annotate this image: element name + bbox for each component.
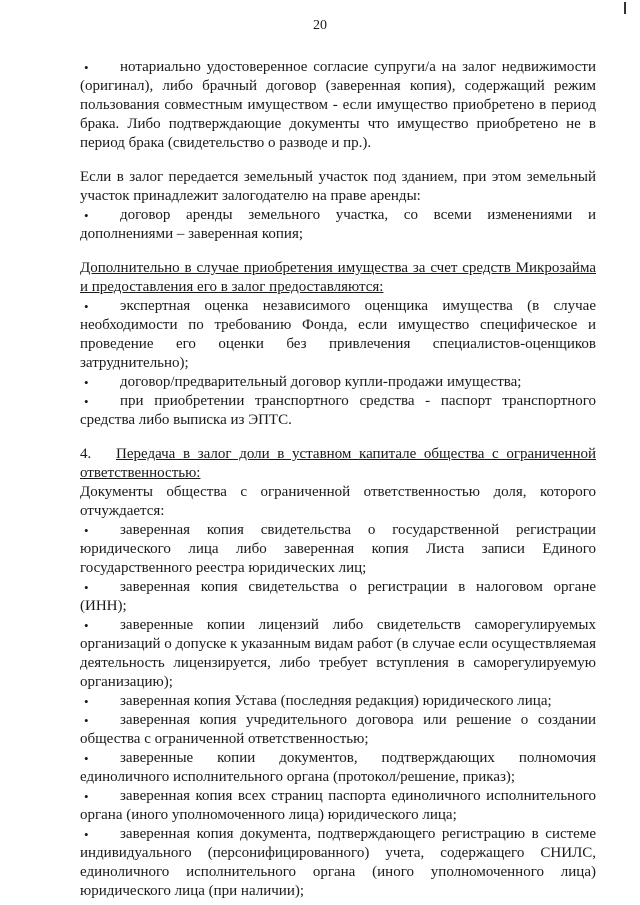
bullet-icon: • — [84, 827, 89, 842]
bullet-icon: • — [84, 618, 89, 633]
bullet-icon: • — [84, 60, 89, 75]
list-item-text: заверенные копии лицензий либо свидетельств саморегулируемых организаций о допуске к указанным видам работ (в случае если осуществляемая деятельность лицензируется, либо требует вступления в саморегулируемую организацию); — [80, 617, 596, 690]
list-item-text: нотариально удостоверенное согласие супруги/а на залог недвижимости (оригинал), либо брачный договор (заверенная копия), содержащий режим пользования совместным имуществом - если имущество приобретено в период брака. Либо подтверждающие документы что имущество приобретено не в период брака (свидетельство о разводе и пр.). — [80, 59, 596, 151]
bullet-icon: • — [84, 751, 89, 766]
bullet-icon: • — [84, 523, 89, 538]
list-item-text: заверенная копия всех страниц паспорта единоличного исполнительного органа (иного уполномоченного лица) юридического лица; — [80, 788, 596, 823]
list-item-text: заверенная копия свидетельства о государственной регистрации юридического лица либо заверенная копия Листа записи Единого государственного реестра юридических лиц; — [80, 522, 596, 576]
list-item — [80, 787, 596, 825]
list-item — [80, 825, 596, 901]
list-item — [80, 521, 596, 578]
list-item-text: заверенная копия документа, подтверждающего регистрацию в системе индивидуального (персонифицированного) учета, содержащего СНИЛС, единоличного исполнительного органа (иного уполномоченного лица) юридического лица (при наличии); — [80, 826, 596, 899]
list-item — [80, 692, 596, 711]
bullet-icon: • — [84, 208, 89, 223]
scan-corner-mark — [624, 2, 626, 14]
list-item — [80, 392, 596, 430]
paragraph: Документы общества с ограниченной ответственностью доля, которого отчуждается: — [80, 484, 596, 519]
subsection-title: Дополнительно в случае приобретения имущества за счет средств Микрозайма и предоставления его в залог предоставляются: — [80, 260, 596, 295]
paragraph: Если в залог передается земельный участок под зданием, при этом земельный участок принадлежит залогодателю на праве аренды: — [80, 169, 596, 204]
bullet-icon: • — [84, 789, 89, 804]
section-number: 4. — [80, 446, 92, 462]
list-item-text: заверенные копии документов, подтверждающих полномочия единоличного исполнительного органа (протокол/решение, приказ); — [80, 750, 596, 785]
list-item-text: заверенная копия Устава (последняя редакция) юридического лица; — [120, 693, 552, 709]
list-item-text: договор/предварительный договор купли-продажи имущества; — [120, 374, 522, 390]
list-item — [80, 206, 596, 244]
section-heading — [80, 445, 596, 483]
list-item — [80, 749, 596, 787]
page-number: 20 — [313, 18, 327, 33]
document-body — [80, 58, 596, 901]
list-item-text: при приобретении транспортного средства - паспорт транспортного средства либо выписка из ЭПТС. — [80, 393, 596, 428]
list-item-text: заверенная копия учредительного договора или решение о создании общества с ограниченной ответственностью; — [80, 712, 596, 747]
list-item-text: заверенная копия свидетельства о регистрации в налоговом органе (ИНН); — [80, 579, 596, 614]
bullet-icon: • — [84, 694, 89, 709]
bullet-icon: • — [84, 375, 89, 390]
list-item — [80, 711, 596, 749]
bullet-icon: • — [84, 713, 89, 728]
list-item — [80, 373, 596, 392]
section-title: Передача в залог доли в уставном капитале общества с ограниченной ответственностью: — [80, 446, 596, 481]
bullet-icon: • — [84, 299, 89, 314]
list-item — [80, 616, 596, 692]
list-item — [80, 58, 596, 153]
bullet-icon: • — [84, 394, 89, 409]
list-item — [80, 297, 596, 373]
list-item — [80, 578, 596, 616]
list-item-text: договор аренды земельного участка, со всеми изменениями и дополнениями – заверенная копия; — [80, 207, 596, 242]
bullet-icon: • — [84, 580, 89, 595]
list-item-text: экспертная оценка независимого оценщика имущества (в случае необходимости по требованию Фонда, если имущество специфическое и проведение его оценки без привлечения специалистов-оценщиков затруднительно); — [80, 298, 596, 371]
